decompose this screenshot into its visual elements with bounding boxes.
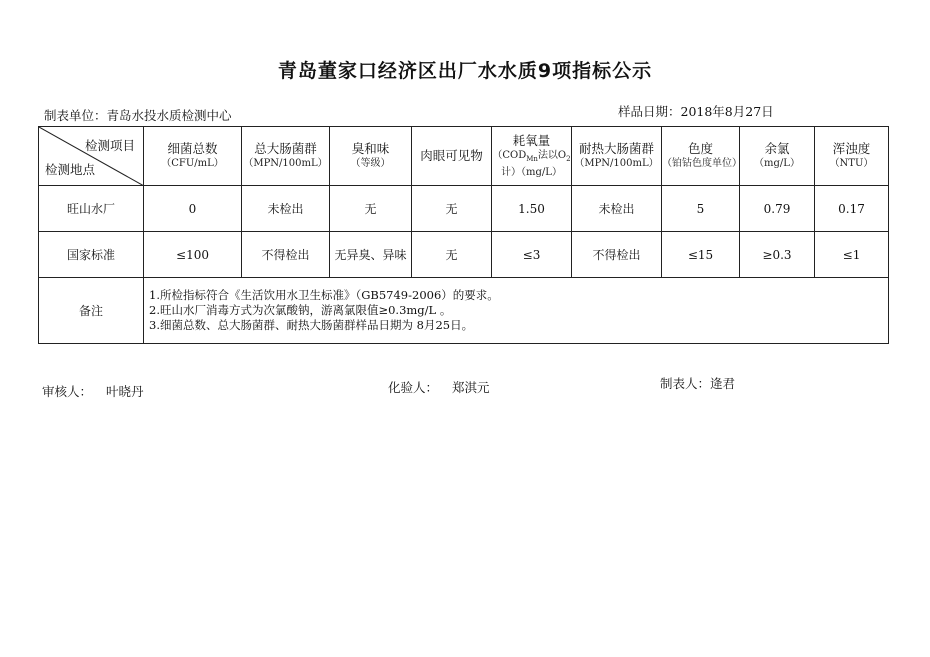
column-header [330,127,412,186]
header-row [39,127,889,186]
page-title: 青岛董家口经济区出厂水水质9项指标公示 [277,60,653,82]
corner-header-cell [39,127,144,186]
column-name: 肉眼可见物 [420,148,483,163]
note-line: 3.细菌总数、总大肠菌群、耐热大肠菌群样品日期为 8月25日。 [149,318,474,332]
row-label: 旺山水厂 [39,186,144,232]
column-name: 耐热大肠菌群 [578,141,654,156]
column-name: 细菌总数 [167,141,218,156]
preparer-label: 制表人： [660,376,711,391]
sample-date: 样品日期：2018年8月27日 [618,104,774,119]
column-name: 余氯 [764,141,790,156]
table-cell: 无 [330,186,412,232]
table-cell: ≥0.3 [740,232,815,278]
row-label: 国家标准 [39,232,144,278]
table-cell: 不得检出 [572,232,662,278]
column-header [572,127,662,186]
header-location-label: 检测地点 [45,162,96,177]
tester-name: 郑淇元 [452,380,490,395]
notes-label: 备注 [39,278,144,344]
reviewer-label: 审核人： [42,384,93,399]
column-header [144,127,242,186]
column-header [662,127,740,186]
reviewer-signature [42,382,144,400]
table-cell: 0.17 [815,186,889,232]
column-name: 浑浊度 [832,141,871,156]
column-unit: （等级） [350,158,391,169]
column-unit: （铂钴色度单位） [662,158,742,169]
column-header [242,127,330,186]
notes-row [39,278,889,344]
table-row [39,186,889,232]
water-quality-table [38,126,889,344]
table-cell: 未检出 [572,186,662,232]
column-name: 臭和味 [351,141,390,156]
table-cell: 无 [412,232,492,278]
table-cell: 无 [412,186,492,232]
reviewer-name: 叶晓丹 [106,384,144,399]
tester-label: 化验人： [388,380,439,395]
table-cell: 0 [144,186,242,232]
table-cell: 1.50 [492,186,572,232]
table-cell: 0.79 [740,186,815,232]
column-unit: （CFU/mL） [161,158,224,169]
notes-cell [144,278,889,344]
table-cell: 未检出 [242,186,330,232]
column-name: 总大肠菌群 [254,141,317,156]
table-cell: 不得检出 [242,232,330,278]
note-line: 2.旺山水厂消毒方式为次氯酸钠，游离氯限值≥0.3mg/L 。 [149,303,452,317]
column-unit: （MPN/100mL） [243,158,328,169]
table-cell: ≤15 [662,232,740,278]
table-cell: ≤3 [492,232,572,278]
column-header [740,127,815,186]
column-unit: （NTU） [829,158,874,169]
table-row [39,232,889,278]
column-unit: （mg/L） [754,158,800,169]
tester-signature [388,378,490,396]
table-cell: 5 [662,186,740,232]
preparer-signature [660,374,735,392]
issuing-unit: 制表单位：青岛水投水质检测中心 [44,108,232,123]
column-unit: （MPN/100mL） [574,158,659,169]
column-header [492,127,572,186]
column-unit: （$COD_{Mn}$法以$O_2$ 计）（mg/L） [492,149,571,178]
column-name: 色度 [687,141,713,156]
note-line: 1.所检指标符合《生活饮用水卫生标准》（GB5749-2006）的要求。 [149,288,499,302]
column-header [412,127,492,186]
header-item-label: 检测项目 [84,138,135,153]
table-cell: 无异臭、异味 [330,232,412,278]
preparer-name: 逄君 [710,376,736,391]
column-name: 耗氧量 [512,132,551,148]
column-header [815,127,889,186]
table-cell: ≤100 [144,232,242,278]
table-cell: ≤1 [815,232,889,278]
